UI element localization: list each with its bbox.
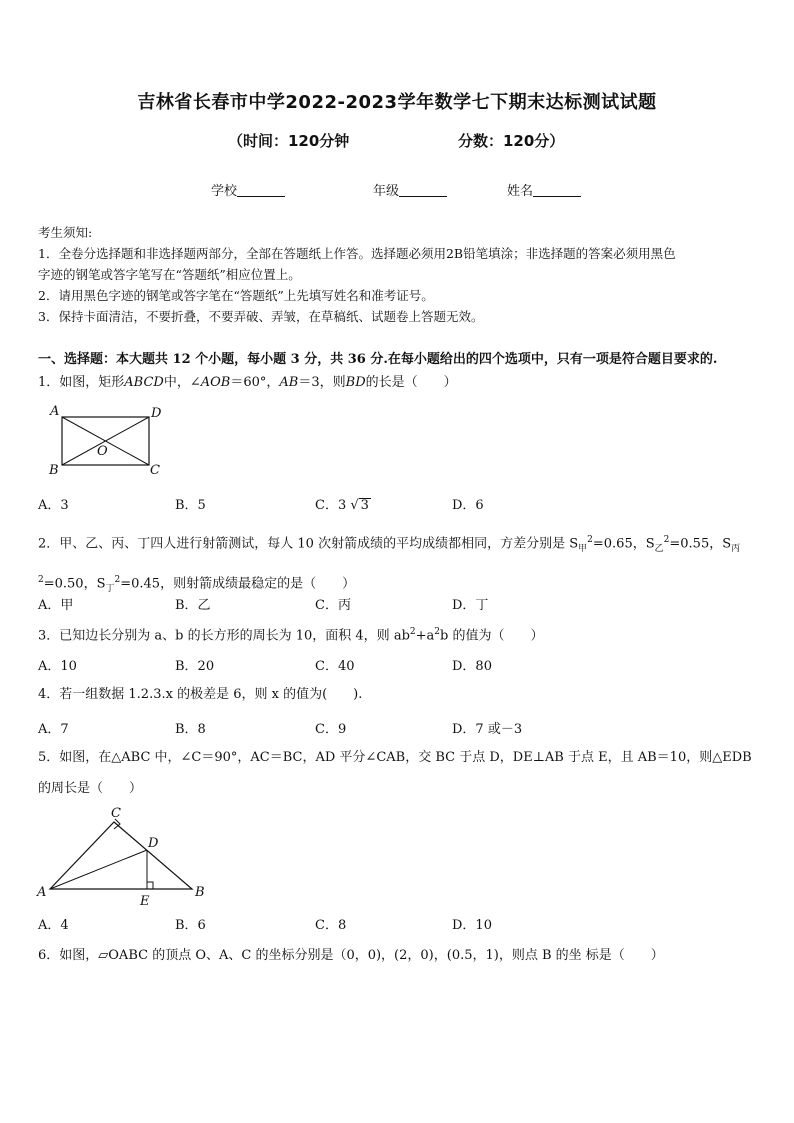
note-item: 字迹的钢笔或答字笔写在“答题纸”相应位置上。 xyxy=(38,267,301,282)
rectangle-figure xyxy=(40,402,180,482)
right-angle-mark-e xyxy=(147,882,153,889)
question-6: 6．如图，▱OABC 的顶点 O、A、C 的坐标分别是（0，0)，(2，0)，(0.5，1)，则点 B 的坐 标是（ ） xyxy=(38,948,664,963)
option-d[interactable]: D．80 xyxy=(452,659,492,674)
label-a: A xyxy=(50,404,60,419)
page-title: 吉林省长春市中学2022-2023学年数学七下期末达标测试试题 xyxy=(137,92,657,113)
note-item: 3．保持卡面清洁，不要折叠，不要弄破、弄皱，在草稿纸、试题卷上答题无效。 xyxy=(38,309,484,324)
option-b[interactable]: B．20 xyxy=(175,659,215,674)
option-a[interactable]: A．7 xyxy=(38,722,69,737)
grade-blank xyxy=(399,184,447,197)
label-b: B xyxy=(195,885,205,900)
exam-time: （时间：120分钟 xyxy=(228,132,350,150)
question-1: 1．如图，矩形ABCD中，∠AOB＝60°，AB＝3，则BD的长是（ ） xyxy=(38,375,457,390)
notes-heading: 考生须知: xyxy=(38,225,93,240)
question-5-options xyxy=(38,914,738,934)
triangle-abc xyxy=(50,822,192,889)
option-a[interactable]: A．10 xyxy=(38,659,77,674)
name-blank xyxy=(533,184,581,197)
option-d[interactable]: D．6 xyxy=(452,498,484,513)
option-b[interactable]: B．8 xyxy=(175,722,206,737)
label-b: B xyxy=(49,463,59,478)
name-label: 姓名 xyxy=(507,184,534,199)
option-c[interactable]: C．8 xyxy=(315,918,347,933)
option-b[interactable]: B．6 xyxy=(175,918,206,933)
question-4: 4．若一组数据 1.2.3.x 的极差是 6，则 x 的值为( ). xyxy=(38,687,363,702)
school-blank xyxy=(237,184,285,197)
question-2: 2．甲、乙、丙、丁四人进行射箭测试，每人 10 次射箭成绩的平均成绩都相同，方差分别是 $S_甲^2=0.65$，$S_乙^2=0.55$，$S_丙^2=0.50$，$S_丁^2=0.45$，则射箭成绩最稳定的是（ ） xyxy=(38,535,741,594)
triangle-figure xyxy=(34,802,214,907)
option-d[interactable]: D．7 或－3 xyxy=(452,722,523,737)
option-b[interactable]: B．5 xyxy=(175,498,206,513)
exam-notes xyxy=(38,222,758,327)
question-3: 3．已知边长分别为 a、b 的长方形的周长为 10，面积 4，则 $ab^2+a^2b$ 的值为（ ） xyxy=(38,627,544,644)
option-d[interactable]: D．10 xyxy=(452,918,492,933)
label-d: D xyxy=(148,836,159,851)
option-a[interactable]: A．3 xyxy=(38,498,69,513)
bisector-ad xyxy=(50,850,147,889)
note-item: 1．全卷分选择题和非选择题两部分，全部在答题纸上作答。选择题必须用2B铅笔填涂；非选择题的答案必须用黑色 xyxy=(38,246,676,261)
school-field xyxy=(211,180,285,199)
grade-label: 年级 xyxy=(373,184,400,199)
exam-score: 分数：120分） xyxy=(458,132,565,150)
name-field xyxy=(507,180,581,199)
option-c[interactable]: C．3 √ 3 xyxy=(315,498,369,513)
note-item: 2．请用黑色字迹的钢笔或答字笔在“答题纸”上先填写姓名和准考证号。 xyxy=(38,288,434,303)
label-e: E xyxy=(140,894,150,907)
option-c[interactable]: C．9 xyxy=(315,722,347,737)
label-o: O xyxy=(97,444,108,459)
label-d: D xyxy=(151,406,162,421)
label-c: C xyxy=(150,463,160,478)
option-b[interactable]: B．乙 xyxy=(175,598,211,613)
question-2-options xyxy=(38,594,738,614)
question-4-options xyxy=(38,718,738,738)
label-c: C xyxy=(111,806,121,821)
option-d[interactable]: D．丁 xyxy=(452,598,489,613)
option-c[interactable]: C．丙 xyxy=(315,598,351,613)
question-5: 5．如图，在△ABC 中，∠C＝90°，AC＝BC，AD 平分∠CAB，交 BC 于点 D，DE⊥AB 于点 E，且 AB＝10，则△EDB 的周长是（ ） xyxy=(38,750,752,796)
label-a: A xyxy=(37,885,47,900)
question-1-options xyxy=(38,494,738,514)
school-label: 学校 xyxy=(211,184,238,199)
option-c[interactable]: C．40 xyxy=(315,659,355,674)
question-3-options xyxy=(38,655,738,675)
grade-field xyxy=(373,180,447,199)
section-heading: 一、选择题：本大题共 12 个小题，每小题 3 分，共 36 分.在每小题给出的四个选项中，只有一项是符合题目要求的. xyxy=(38,352,718,367)
option-a[interactable]: A．甲 xyxy=(38,598,74,613)
option-a[interactable]: A．4 xyxy=(38,918,69,933)
